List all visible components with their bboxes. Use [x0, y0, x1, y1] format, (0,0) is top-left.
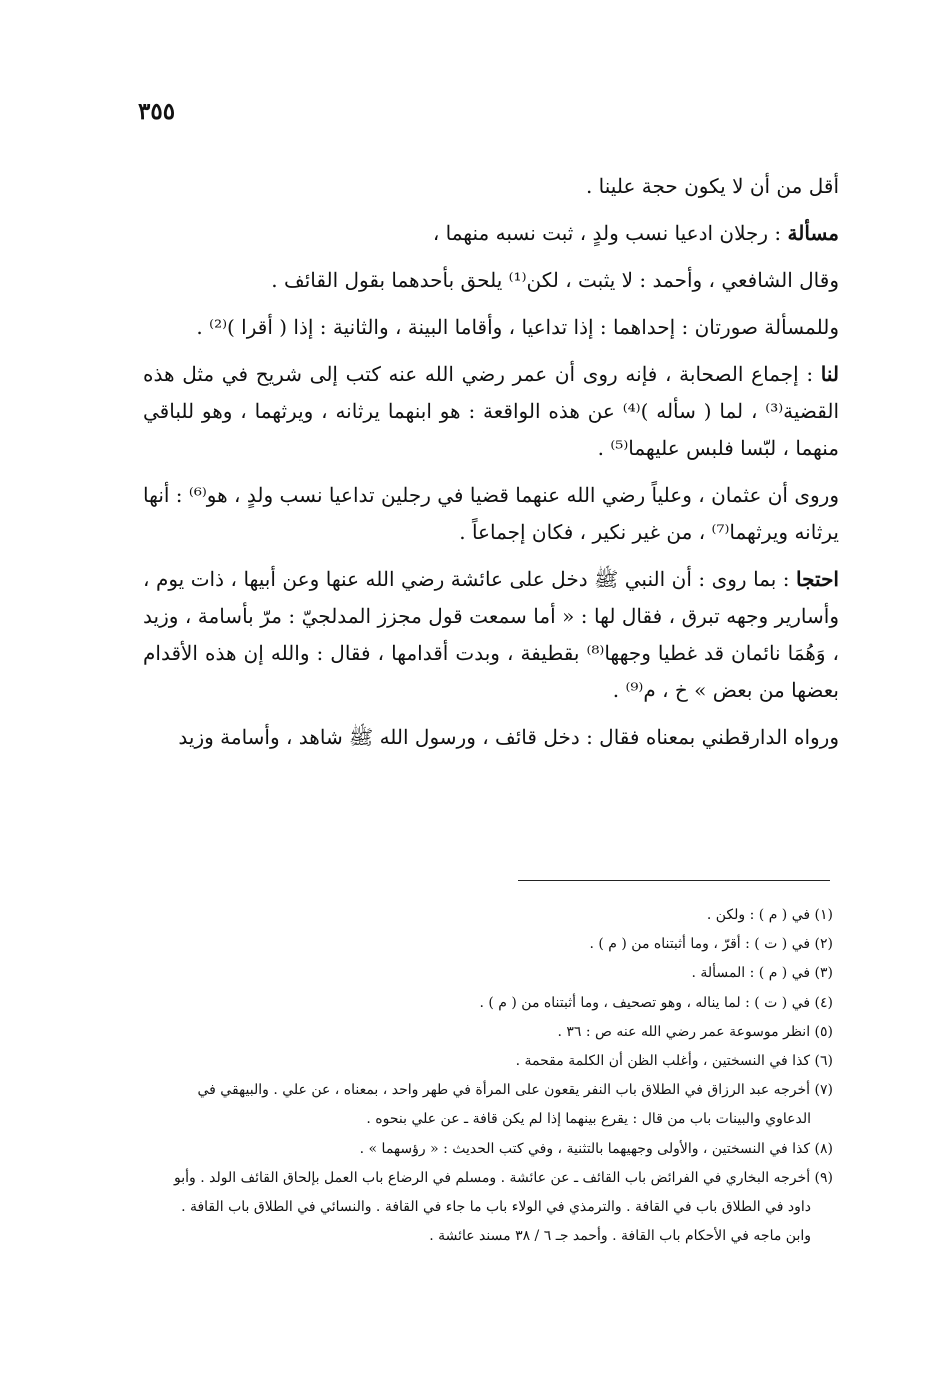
paragraph-lead: مسألة	[787, 221, 839, 245]
footnote-8: (٨) كذا في النسختين ، والأولى وجهيهما بالتثنية ، وفي كتب الحديث : « رؤسهما » .	[359, 1140, 833, 1157]
page-number: ٣٥٥	[138, 98, 176, 125]
footnote-5: (٥) انظر موسوعة عمر رضي الله عنه ص : ٣٦ .	[557, 1023, 833, 1040]
paragraph-lead: لنا	[820, 362, 839, 386]
main-text	[143, 168, 839, 766]
paragraph-2: مسألة : رجلان ادعيا نسب ولدٍ ، ثبت نسبه منهما ،	[432, 221, 839, 245]
footnote-3: (٣) في ( م ) : المسألة .	[691, 965, 833, 982]
paragraph-lead: احتجا	[796, 567, 839, 591]
footnote-7-continuation: الدعاوي والبينات باب من قال : يقرع بينهما إذا لم يكن قافة ـ عن علي بنحوه .	[366, 1111, 811, 1128]
footnote-9-continuation: وابن ماجه في الأحكام باب القافة . وأحمد جـ ٦ / ٣٨ مسند عائشة .	[429, 1228, 811, 1245]
paragraph-6: وروى أن عثمان ، وعلياً رضي الله عنهما قضيا في رجلين تداعيا نسب ولدٍ ، هو⁽⁶⁾ : أنها يرثانه ويرثهما⁽⁷⁾ ، من غير نكير ، فكان إجماعاً .	[143, 483, 839, 544]
footnote-7: (٧) أخرجه عبد الرزاق في الطلاق باب النفر يقعون على المرأة في طهر واحد ، بمعناه ، عن علي . والبيهقي في	[197, 1082, 833, 1099]
paragraph-8: ورواه الدارقطني بمعناه فقال : دخل قائف ، ورسول الله ﷺ شاهد ، وأسامة وزيد	[178, 725, 839, 749]
paragraph-3: وقال الشافعي ، وأحمد : لا يثبت ، لكن⁽¹⁾ يلحق بأحدهما بقول القائف .	[271, 268, 839, 292]
footnote-1: (١) في ( م ) : ولكن .	[706, 907, 833, 923]
paragraph-7: احتجا : بما روى : أن النبي ﷺ دخل على عائشة رضي الله عنها وعن أبيها ، ذات يوم ، وأسارير وجهه تبرق ، فقال لها : « أما سمعت قول مجزز المدلجيّ : مرّ بأسامة ، وزيد ، وَهُمَا نائمان قد غطيا وجهها⁽⁸⁾ بقطيفة ، وبدت أقدامها ، فقال : والله إن هذه الأقدام بعضها من بعض » خ ، م⁽⁹⁾ .	[143, 567, 839, 702]
footnote-separator	[518, 880, 830, 881]
footnote-6: (٦) كذا في النسختين ، وأغلب الظن أن الكلمة مقحمة .	[515, 1053, 833, 1070]
paragraph-5: لنا : إجماع الصحابة ، فإنه روى أن عمر رضي الله عنه كتب إلى شريح في مثل هذه القضية⁽³⁾ ، لما ( سأله )⁽⁴⁾ عن هذه الواقعة : هو ابنهما يرثانه ، ويرثهما ، وهو للباقي منهما ، لبّسا فلبس عليهما⁽⁵⁾ .	[143, 362, 839, 460]
footnote-4: (٤) في ( ت ) : لما يناله ، وهو تصحيف ، وما أثبتناه من ( م ) .	[479, 994, 833, 1011]
footnote-9-continuation: داود في الطلاق باب في القافة . والترمذي في الولاء باب ما جاء في القافة . والنسائي في الطلاق باب القافة .	[181, 1199, 811, 1216]
paragraph-4: وللمسألة صورتان : إحداهما : إذا تداعيا ، وأقاما البينة ، والثانية : إذا ( أقرا )⁽²⁾ .	[196, 315, 839, 339]
footnote-9: (٩) أخرجه البخاري في الفرائض باب القائف ـ عن عائشة . ومسلم في الرضاع باب العمل بإلحاق القائف الولد . وأبو	[174, 1169, 833, 1186]
footnote-2: (٢) في ( ت ) : أقرّ ، وما أثبتناه من ( م ) .	[589, 936, 833, 953]
paragraph-1: أقل من أن لا يكون حجة علينا .	[585, 174, 839, 198]
footnotes	[143, 901, 833, 1251]
